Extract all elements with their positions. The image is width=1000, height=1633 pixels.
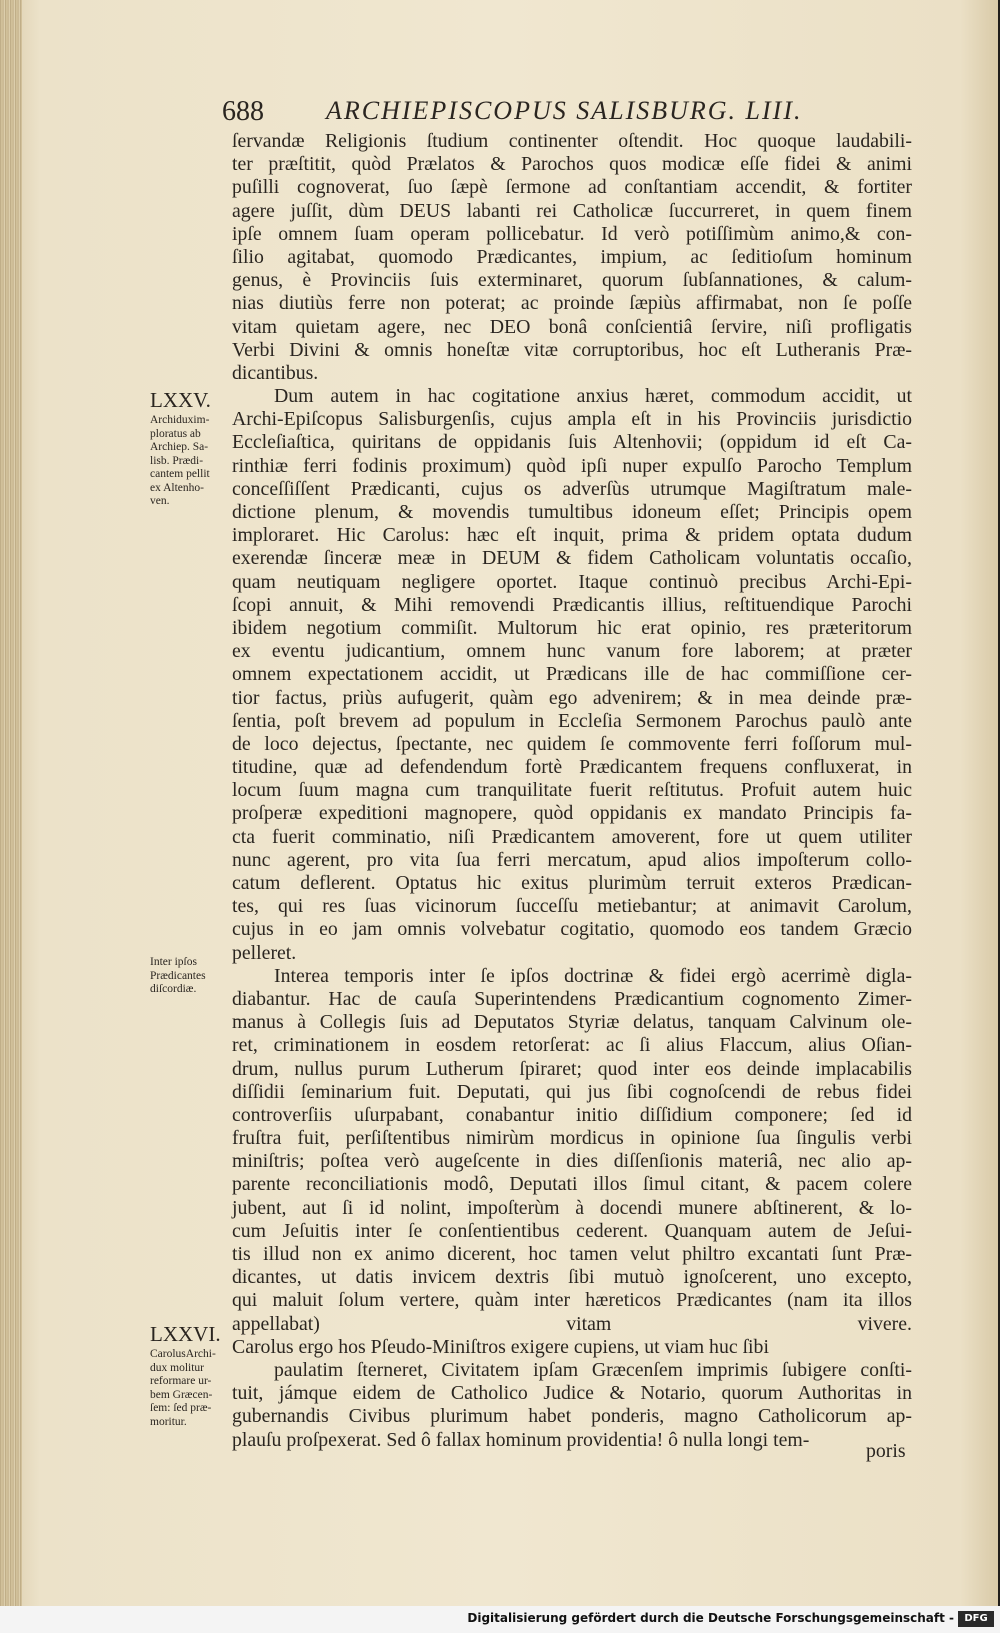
marginal-line: Inter ipſos	[150, 956, 197, 968]
catchword: poris	[866, 1440, 906, 1462]
text-line: de loco dejectus, ſpectante, nec quidem ſe commovente ferri foſſorum mul-	[232, 732, 912, 755]
marginal-note-discordiae	[150, 956, 232, 997]
text-line: Verbi Divini & omnis honeſtæ vitæ corruptoribus, hoc eſt Lutheranis Præ-	[232, 338, 912, 361]
text-line: conceſſiſſent Prædicanti, cujus os adverſùs utrumque Magiſtratum male-	[232, 477, 912, 500]
text-line: agere juſſit, dùm DEUS labanti rei Catholicæ ſuccurreret, in quem finem	[232, 199, 912, 222]
text-line: proſperæ expeditioni magnopere, quòd oppidanis ex mandato Principis fa-	[232, 802, 912, 825]
digitization-footer	[0, 1606, 1000, 1633]
text-line: ſervandæ Religionis ſtudium continenter oſtendit. Hoc quoque laudabili-	[232, 130, 912, 152]
marginal-line: moritur.	[150, 1415, 187, 1428]
text-line: diſſidii ſeminarium fuit. Deputati, qui jus ſibi cognoſcendi de rebus fidei	[232, 1080, 912, 1103]
text-line: drum, nullus purum Lutherum ſpiraret; quod inter eos deinde implacabilis	[232, 1057, 912, 1080]
text-line: miniſtris; poſtea verò augeſcente in dies diſſenſionis materiâ, nec alio ap-	[232, 1150, 912, 1173]
text-line: parente reconciliationis modô, Deputati illos ſimul citant, & pacem colere	[232, 1173, 912, 1196]
text-line: pelleret.	[232, 941, 297, 964]
page-number: 688	[222, 96, 264, 127]
text-line: cum Jeſuitis inter ſe conſentientibus cederent. Quanquam autem de Jeſui-	[232, 1219, 912, 1242]
text-line: Archi-Epiſcopus Salisburgenſis, cujus ampla eſt in his Provinciis jurisdictio	[232, 408, 912, 431]
marginal-line: diſcordiæ.	[150, 983, 197, 995]
marginal-line: cantem pellit	[150, 468, 210, 480]
text-line: ſilio agitabat, quomodo Prædicantes, impium, ac ſeditioſum hominum	[232, 245, 912, 268]
text-line: paulatim ſterneret, Civitatem ipſam Græcenſem imprimis ſubigere conſti-	[274, 1358, 912, 1381]
text-line: catum deflerent. Optatus hic exitus plurimùm terruit exteros Prædican-	[232, 872, 912, 894]
text-line: ſentia, poſt brevem ad populum in Eccleſia Sermonem Parochus paulò ante	[232, 709, 912, 732]
text-line: exerendæ ſinceræ meæ in DEUM & fidem Catholicam voluntatis occaſio,	[232, 547, 912, 570]
marginal-line: Prædicantes	[150, 969, 206, 982]
running-title: ARCHIEPISCOPUS SALISBURG. LIII.	[326, 96, 803, 125]
text-line: gubernandis Civibus plurimum habet ponderis, magno Catholicorum ap-	[232, 1405, 912, 1428]
text-line: ibidem negotium commiſit. Multorum hic erat opinio, res præteritorum	[232, 616, 912, 639]
text-line: plauſu proſpexerat. Sed ô fallax hominum providentia! ô nulla longi tem-	[232, 1428, 810, 1451]
marginal-line: ſem: ſed præ-	[150, 1402, 212, 1414]
text-line: tior factus, priùs aufugerit, quàm ego advenirem; & in mea deinde præ-	[232, 686, 912, 709]
main-text-block	[232, 130, 912, 1452]
text-line: controverſiis uſurpabant, conabantur initio diſſidium componere; ſed id	[232, 1103, 912, 1126]
marginal-line: lisb. Prædi-	[150, 454, 204, 467]
text-line: ſcopi annuit, & Mihi removendi Prædicantis illius, reſtituendique Parochi	[232, 593, 912, 616]
text-line: genus, è Provinciis ſuis exterminaret, quorum ſubſannationes, & calum-	[232, 269, 912, 292]
marginal-line: ex Altenho-	[150, 481, 204, 494]
text-line: fruſtra fuit, perſiſtentibus nimirùm mordicus in opinione ſua ſingulis verbi	[232, 1127, 912, 1150]
text-line: nias diutiùs ferre non poterat; ac proinde ſæpiùs affirmabat, non ſe poſſe	[232, 292, 912, 315]
text-line: titudine, quæ ad defendendum fortè Prædicantem frequens confluxerat, in	[232, 756, 912, 779]
text-line: jubent, aut ſi id nolint, impoſterùm à docendi munere abſtinerent, & lo-	[232, 1196, 912, 1219]
text-line: appellabat) vitam vivere.	[232, 1312, 912, 1335]
marginal-line: dux molitur	[150, 1361, 204, 1374]
text-line: imploraret. Hic Carolus: hæc eſt inquit, prima & pridem optata dudum	[232, 524, 912, 547]
text-line: dicantibus.	[232, 361, 319, 384]
text-line: diabantur. Hac de cauſa Superintendens Prædicantium cognomento Zimer-	[232, 987, 912, 1010]
text-line: Carolus ergo hos Pſeudo-Miniſtros exigere cupiens, ut viam huc ſibi	[232, 1335, 769, 1358]
text-line: tis illud non ex animo dicerent, hoc tamen velut philtro excantati ſunt Præ-	[232, 1243, 912, 1265]
marginal-line: CarolusArchi-	[150, 1348, 216, 1360]
page-binding-edge	[0, 0, 22, 1606]
marginal-section-number: LXXVI.	[150, 1322, 221, 1346]
marginal-line: Archiep. Sa-	[150, 441, 209, 453]
text-line: qui maluit ſolum vertere, quàm inter hæreticos Prædicantes (nam ita illos	[232, 1289, 912, 1312]
footer-credit: Digitalisierung gefördert durch die Deutsche Forschungsgemeinschaft -	[467, 1611, 954, 1625]
text-line: cujus in eo jam omnis volvebatur cogitatio, quomodo eos tandem Græcio	[232, 918, 912, 941]
dfg-logo: DFG	[958, 1611, 994, 1627]
marginal-line: ploratus ab	[150, 427, 201, 440]
marginal-line: bem Græcen-	[150, 1388, 213, 1401]
text-line: nunc agerent, pro vita ſua ferri mercatum, apud alios impoſterum collo-	[232, 848, 912, 871]
text-line: dicantes, ut datis invicem dextris ſibi mutuò ignoſcerent, uno excepto,	[232, 1266, 912, 1289]
text-line: Interea temporis inter ſe ipſos doctrinæ & fidei ergò acerrimè digla-	[274, 964, 912, 987]
text-line: omnem expectationem accidit, ut Prædicans ille de hac commiſſione cer-	[232, 663, 912, 686]
marginal-line: reformare ur-	[150, 1375, 212, 1387]
text-line: vitam quietam agere, nec DEO bonâ conſcientiâ ſervire, niſi profligatis	[232, 315, 912, 338]
marginal-section-number: LXXV.	[150, 388, 211, 412]
text-line: ipſe omnem ſuam operam pollicebatur. Id verò potiſſimùm animo,& con-	[232, 222, 912, 245]
text-line: tuit, jámque eidem de Catholico Judice & Notario, quorum Authoritas in	[232, 1382, 912, 1405]
text-line: Dum autem in hac cogitatione anxius hæret, commodum accidit, ut	[274, 385, 912, 408]
marginal-line: ven.	[150, 495, 170, 507]
text-line: puſilli cognoverat, ſuo ſæpè ſermone ad conſtantiam accendit, & fortiter	[232, 176, 912, 199]
text-line: ret, criminationem in eosdem retorſerat: ac ſi alius Flaccum, alius Oſian-	[232, 1034, 912, 1057]
text-line: quam neutiquam negligere oportet. Itaque continuò precibus Archi-Epi-	[232, 570, 912, 593]
text-line: rinthiæ ferri fodinis proximum) quòd ipſi nuper expulſo Parocho Templum	[232, 454, 912, 477]
text-line: ter præſtitit, quòd Prælatos & Parochos quos modicæ eſſe fidei & animi	[232, 153, 912, 176]
text-line: tes, qui res ſuas vicinorum ſucceſſu metiebantur; at animavit Carolum,	[232, 895, 912, 918]
text-line: manus à Collegis ſuis ad Deputatos Styriæ delatus, tanquam Calvinum ole-	[232, 1011, 912, 1034]
marginal-note-lxxvi	[150, 1322, 232, 1429]
text-line: cta fuerit comminatio, niſi Prædicantem amoverent, fore ut quem utiliter	[232, 825, 912, 848]
text-line: locum ſuum magna cum tranquilitate fuerit reſtitutus. Profuit autem huic	[232, 779, 912, 802]
text-line: ex eventu judicantium, omnem hunc vanum fore laborem; at præter	[232, 640, 912, 663]
text-line: dictione plenum, & movendis tumultibus idoneum eſſet; Principis opem	[232, 501, 912, 523]
marginal-line: Archiduxim-	[150, 414, 210, 426]
text-line: Eccleſiaſtica, quiritans de oppidanis ſuis Altenhovii; (oppidum id eſt Ca-	[232, 431, 912, 454]
marginal-note-lxxv	[150, 388, 232, 509]
